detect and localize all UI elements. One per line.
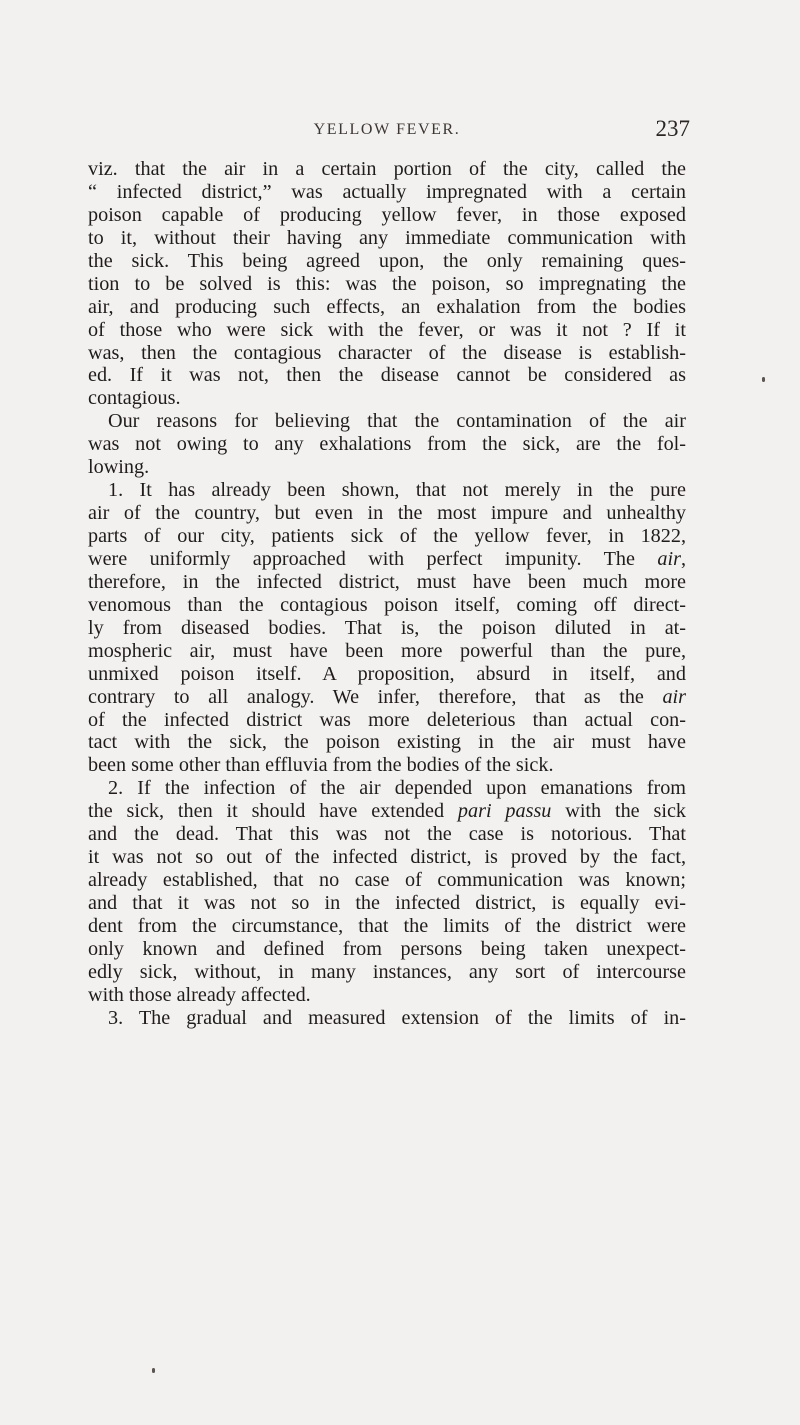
- text-line: ed. If it was not, then the disease cannot be considered as: [88, 364, 686, 387]
- text-line: lowing.: [88, 456, 150, 479]
- text-line: edly sick, without, in many instances, any sort of intercourse: [88, 960, 686, 983]
- text-line: of the infected district was more deleterious than actual con-: [88, 708, 686, 731]
- text-line: parts of our city, patients sick of the yellow fever, in 1822,: [88, 525, 686, 547]
- running-head: YELLOW FEVER.: [313, 121, 461, 138]
- text-line: and the dead. That this was not the case is notorious. That: [88, 823, 686, 846]
- text-line: venomous than the contagious poison itself, coming off direct-: [88, 593, 686, 616]
- text-line: of those who were sick with the fever, or was it not ? If it: [88, 318, 686, 341]
- text-line: contagious.: [88, 387, 181, 410]
- text-line: poison capable of producing yellow fever, in those exposed: [88, 203, 686, 226]
- text-line: was not owing to any exhalations from the sick, are the fol-: [88, 433, 686, 456]
- text-line: and that it was not so in the infected district, is equally evi-: [88, 892, 686, 914]
- text-line: the sick, then it should have extended pari passu with the sick: [88, 800, 687, 823]
- text-line: unmixed poison itself. A proposition, absurd in itself, and: [88, 662, 686, 685]
- text-line: “ infected district,” was actually impregnated with a certain: [88, 180, 686, 203]
- text-line: was, then the contagious character of the disease is establish-: [88, 341, 686, 364]
- ink-speck: [762, 377, 765, 382]
- text-line: 2. If the infection of the air depended upon emanations from: [108, 777, 686, 800]
- text-line: ly from diseased bodies. That is, the poison diluted in at-: [88, 616, 686, 639]
- text-line: contrary to all analogy. We infer, therefore, that as the air: [88, 685, 686, 708]
- page-number: 237: [655, 116, 690, 141]
- text-line: been some other than effluvia from the bodies of the sick.: [88, 754, 554, 777]
- text-line: it was not so out of the infected district, is proved by the fact,: [88, 846, 686, 869]
- text-line: tact with the sick, the poison existing in the air must have: [88, 731, 686, 754]
- text-line: to it, without their having any immediate communication with: [88, 226, 686, 249]
- text-line: air of the country, but even in the most impure and unhealthy: [88, 502, 686, 525]
- text-line: were uniformly approached with perfect impunity. The air,: [88, 547, 686, 570]
- text-line: already established, that no case of communication was known;: [88, 869, 686, 892]
- text-line: 3. The gradual and measured extension of the limits of in-: [108, 1006, 686, 1029]
- text-line: dent from the circumstance, that the limits of the district were: [88, 914, 686, 937]
- text-line: air, and producing such effects, an exhalation from the bodies: [88, 295, 686, 318]
- text-line: the sick. This being agreed upon, the only remaining ques-: [88, 249, 686, 272]
- text-line: viz. that the air in a certain portion of the city, called the: [88, 158, 686, 180]
- text-line: therefore, in the infected district, must have been much more: [88, 570, 686, 593]
- text-line: Our reasons for believing that the contamination of the air: [108, 410, 686, 433]
- page-header: [88, 116, 690, 146]
- page-body: [88, 158, 686, 1030]
- text-line: mospheric air, must have been more powerful than the pure,: [88, 639, 686, 662]
- text-line: 1. It has already been shown, that not merely in the pure: [108, 479, 686, 502]
- text-line: with those already affected.: [88, 983, 311, 1006]
- text-line: tion to be solved is this: was the poison, so impregnating the: [88, 272, 686, 295]
- ink-speck: [152, 1368, 155, 1373]
- text-line: only known and defined from persons being taken unexpect-: [88, 937, 686, 960]
